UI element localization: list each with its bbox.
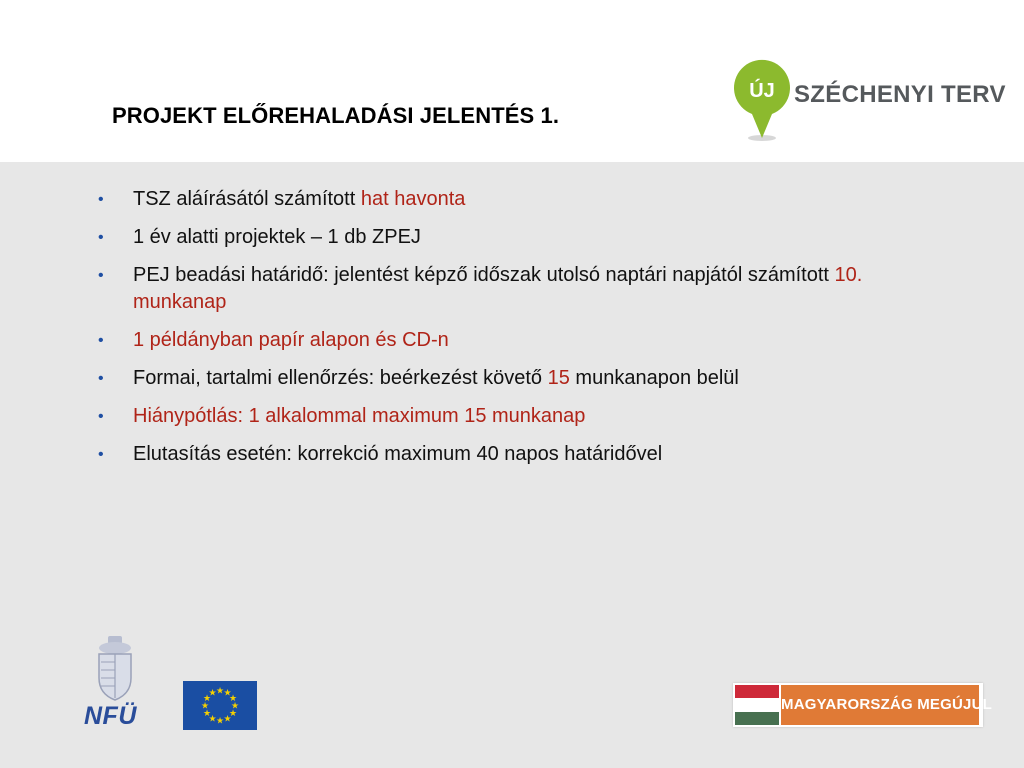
szechenyi-wordmark: SZÉCHENYI TERV	[794, 81, 1006, 108]
bullet-dot-icon: •	[98, 267, 104, 284]
bullet-dot-icon: •	[98, 370, 104, 387]
bullet-dot-icon: •	[98, 191, 104, 208]
bullet-item	[98, 403, 958, 430]
bullet-text: TSZ aláírásától számított	[133, 188, 361, 210]
eu-star-icon: ★	[223, 687, 232, 698]
szechenyi-terv-logo	[728, 58, 1006, 148]
bullet-highlight-text: 1 példányban papír alapon és CD-n	[133, 329, 449, 351]
bullet-dot-icon: •	[98, 332, 104, 349]
eu-star-icon: ★	[228, 693, 238, 703]
bullet-highlight-text: 15	[547, 367, 570, 389]
hungarian-flag-icon	[735, 685, 779, 725]
bullet-item	[98, 224, 958, 251]
magyarorszag-megujul-banner	[733, 683, 992, 727]
bullet-item	[98, 262, 958, 316]
bullet-text: PEJ beadási határidő: jelentést képző időszak utolsó naptári napjától számított	[133, 264, 835, 286]
eu-star-icon: ★	[228, 708, 238, 718]
bullet-item	[98, 186, 958, 213]
bullet-dot-icon: •	[98, 446, 104, 463]
slide-title: PROJEKT ELŐREHALADÁSI JELENTÉS 1.	[112, 103, 560, 128]
bullet-text: 1 év alatti projektek – 1 db ZPEJ	[133, 226, 421, 248]
eu-star-icon: ★	[215, 715, 225, 726]
eu-flag-icon	[183, 681, 257, 730]
bullet-item	[98, 441, 958, 468]
bullet-highlight-text: hat havonta	[360, 188, 466, 210]
bullet-text: Elutasítás esetén: korrekció maximum 40 napos határidővel	[133, 443, 663, 465]
bullet-dot-icon: •	[98, 229, 104, 246]
eu-star-icon: ★	[215, 685, 225, 696]
magyarorszag-megujul-label: MAGYARORSZÁG MEGÚJUL	[781, 685, 979, 725]
bullet-highlight-text: 10. munkanap	[133, 264, 863, 313]
bullet-highlight-text: Hiánypótlás: 1 alkalommal maximum 15 munkanap	[133, 405, 586, 427]
eu-star-icon: ★	[202, 708, 212, 718]
bullet-text: Formai, tartalmi ellenőrzés: beérkezést követő	[133, 367, 548, 389]
eu-star-icon: ★	[208, 713, 217, 724]
nfu-logo-text: NFÜ	[84, 702, 137, 730]
bullet-item	[98, 327, 958, 354]
eu-star-icon: ★	[208, 687, 217, 698]
bullet-dot-icon: •	[98, 408, 104, 425]
bullet-list	[98, 186, 958, 479]
bullet-text: munkanapon belül	[569, 367, 739, 389]
bullet-item	[98, 365, 958, 392]
eu-star-icon: ★	[230, 700, 240, 711]
szechenyi-badge-text: ÚJ	[749, 80, 775, 102]
eu-star-icon: ★	[200, 700, 210, 711]
eu-star-icon: ★	[202, 693, 212, 703]
eu-star-icon: ★	[223, 713, 232, 724]
